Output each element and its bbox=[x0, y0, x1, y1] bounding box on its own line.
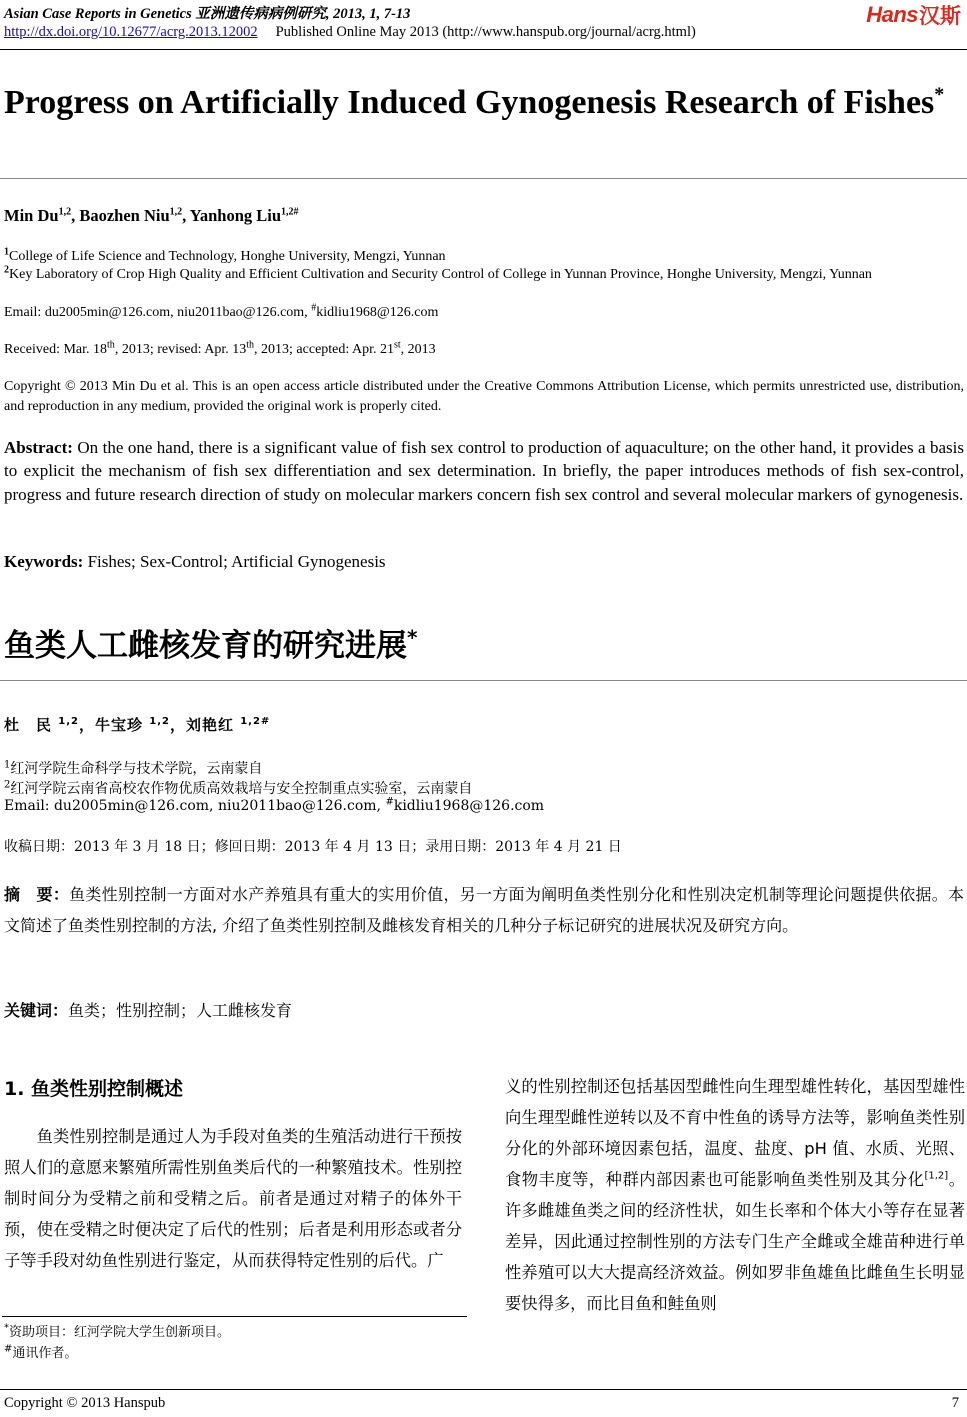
body-right-column: 义的性别控制还包括基因型雌性向生理型雄性转化，基因型雄性向生理型雌性逆转以及不育中性鱼的诱导方法等，影响鱼类性别分化的外部环境因素包括，温度、盐度、pH 值、水质、光照、食物丰度等，种群内部因素也可能影响鱼类性别及其分化[1,2]。许多雌雄鱼类之间的经济性状，如生长率和个体大小等存在显著差异，因此通过控制性别的方法专门生产全雌或全雄苗种进行单性养殖可以大大提高经济效益。例如罗非鱼雄鱼比雌鱼生长明显要快得多，而比目鱼和鲑鱼则 bbox=[505, 1077, 965, 1313]
author-list bbox=[4, 206, 299, 226]
author: Baozhen Niu$^{1,2}$, bbox=[79, 206, 190, 225]
author: Min Du$^{1,2}$, bbox=[4, 206, 80, 225]
chinese-title-divider bbox=[0, 680, 967, 681]
chinese-abstract: 摘 要：鱼类性别控制一方面对水产养殖具有重大的实用价值，另一方面为阐明鱼类性别分化和性别决定机制等理论问题提供依据。本文简述了鱼类性别控制的方法, 介绍了鱼类性别控制及雌核发育相关的几种分子标记研究的进展状况及研究方向。 bbox=[4, 885, 964, 935]
email-line: Email: du2005min@126.com, niu2011bao@126.com, #kidliu1968@126.com bbox=[4, 302, 439, 320]
received-dates: Received: Mar. 18th, 2013; revised: Apr. 13th, 2013; accepted: Apr. 21st, 2013 bbox=[4, 339, 436, 357]
chinese-affiliation: $^1$红河学院生命科学与技术学院，云南蒙自 bbox=[4, 759, 263, 777]
chinese-dates: 收稿日期：2013 年 3 月 18 日；修回日期：2013 年 4 月 13 日；录用日期：2013 年 4 月 21 日 bbox=[4, 839, 622, 855]
citation: [1,2] bbox=[924, 1170, 949, 1182]
chinese-title: 鱼类人工雌核发育的研究进展* bbox=[4, 625, 418, 664]
title-divider bbox=[0, 178, 967, 179]
chinese-author-list bbox=[4, 714, 270, 735]
footnote-divider bbox=[2, 1316, 467, 1317]
body-left-column: 鱼类性别控制是通过人为手段对鱼类的生殖活动进行干预按照人们的意愿来繁殖所需性别鱼类后代的一种繁殖技术。性别控制时间分为受精之前和受精之后。前者是通过对精子的体外干预，使在受精之时便决定了后代的性别；后者是利用形态或者分子等手段对幼鱼性别进行鉴定，从而获得特定性别的后代。广 bbox=[4, 1127, 462, 1270]
keywords: Keywords: Fishes; Sex-Control; Artificial Gynogenesis bbox=[4, 552, 386, 571]
journal-citation: Asian Case Reports in Genetics 亚洲遗传病病例研究, 2013, 1, 7-13 bbox=[4, 6, 411, 22]
affiliation: $^2$Key Laboratory of Crop High Quality and Efficient Cultivation and Security Control of College in Yunnan Province, Honghe University, Mengzi, Yunnan bbox=[4, 264, 872, 282]
author: Yanhong Liu$^{1,2\#}$ bbox=[189, 206, 299, 225]
footnote: *资助项目：红河学院大学生创新项目。 bbox=[4, 1322, 231, 1340]
logo-latin: Hans bbox=[866, 2, 918, 27]
article-title: Progress on Artificially Induced Gynogenesis Research of Fishes* bbox=[4, 83, 945, 121]
author: 刘艳红 $^{1,2\#}$ bbox=[185, 716, 271, 734]
footnote: #通讯作者。 bbox=[4, 1343, 78, 1361]
hanspub-logo bbox=[866, 2, 961, 28]
chinese-email-line: Email: du2005min@126.com, niu2011bao@126.com, #kidliu1968@126.com bbox=[4, 796, 545, 814]
page-number: 7 bbox=[951, 1395, 959, 1411]
affiliation: $^1$College of Life Science and Technology, Honghe University, Mengzi, Yunnan bbox=[4, 246, 446, 264]
chinese-affiliation: $^2$红河学院云南省高校农作物优质高效栽培与安全控制重点实验室，云南蒙自 bbox=[4, 779, 473, 797]
section-heading: 1. 鱼类性别控制概述 bbox=[4, 1078, 184, 1100]
abstract: Abstract: On the one hand, there is a significant value of fish sex control to production of aquaculture; on the other hand, it provides a basis to explicit the mechanism of fish sex differentiation and sex determination. In briefly, the paper introduces methods of fish sex-control, progress and future research direction of study on molecular markers concern fish sex control and several molecular markers of gynogenesis. bbox=[4, 438, 965, 504]
header-divider bbox=[0, 49, 967, 50]
footer-divider bbox=[0, 1389, 967, 1390]
author: 牛宝珍 $^{1,2}$， bbox=[94, 716, 186, 734]
title-footnote-mark: * bbox=[934, 83, 945, 106]
chinese-keywords: 关键词：鱼类；性别控制；人工雌核发育 bbox=[4, 1001, 293, 1020]
abstract-label: Abstract: bbox=[4, 438, 73, 457]
publication-info: Published Online May 2013 (http://www.hanspub.org/journal/acrg.html) bbox=[275, 24, 696, 40]
author: 杜 民 $^{1,2}$， bbox=[4, 716, 95, 734]
footer-copyright: Copyright © 2013 Hanspub bbox=[4, 1395, 166, 1411]
logo-cjk: 汉斯 bbox=[919, 4, 961, 28]
copyright-notice: Copyright © 2013 Min Du et al. This is an open access article distributed under the Creative Commons Attribution License, which permits unrestricted use, distribution, and reproduction in any medium, provided the original work is properly cited. bbox=[4, 379, 964, 414]
doi-link[interactable]: http://dx.doi.org/10.12677/acrg.2013.12002 bbox=[4, 24, 258, 40]
doi-line bbox=[4, 24, 696, 41]
